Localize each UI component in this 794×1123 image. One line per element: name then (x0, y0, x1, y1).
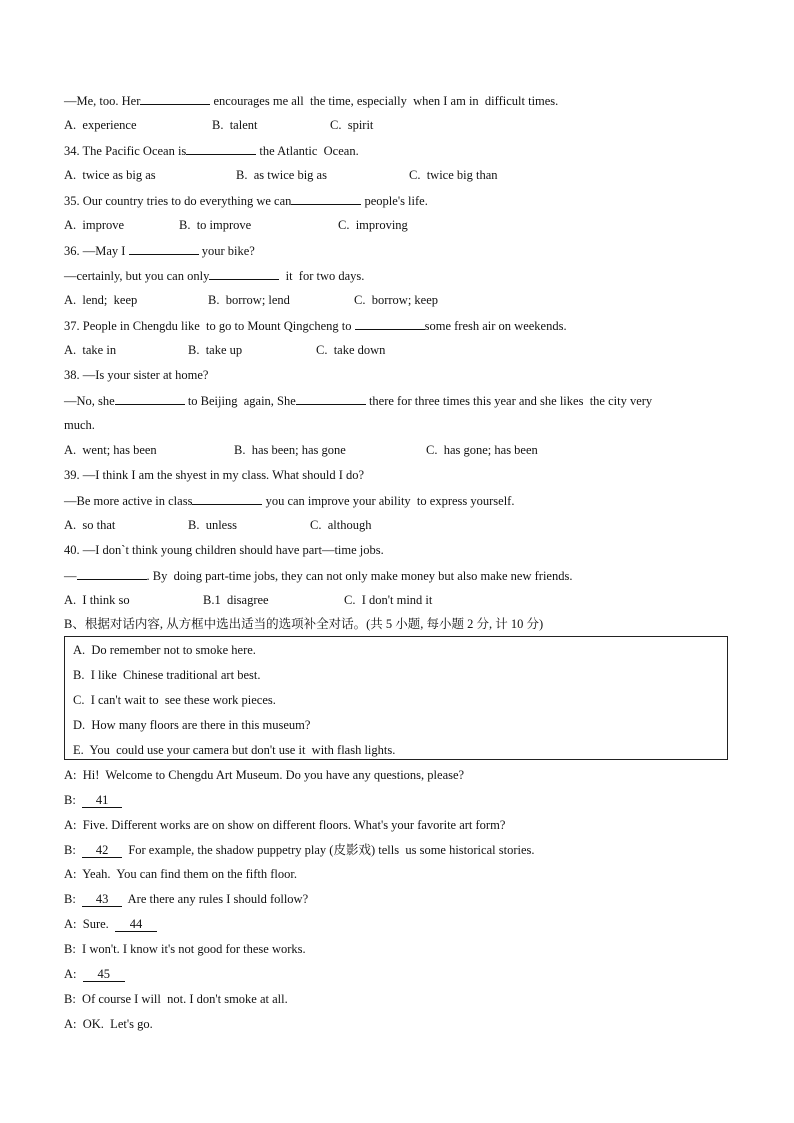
blank (192, 492, 262, 505)
blank-41: 41 (82, 793, 122, 808)
q40-stem: 40. —I don`t think young children should have part—time jobs. (64, 543, 384, 557)
q33-option-a: A. experience (64, 118, 137, 132)
q36-response (64, 267, 364, 284)
q37-option-b: B. take up (188, 343, 243, 357)
dialog-line-2 (64, 792, 122, 808)
text: the Atlantic Ocean. (256, 144, 359, 158)
text: . By doing part-time jobs, they can not only make money but also make new friends. (146, 569, 573, 583)
options-box (64, 636, 728, 760)
box-option-c: C. I can't wait to see these work pieces. (73, 693, 276, 707)
text: — (64, 569, 77, 583)
q34-option-c: C. twice big than (409, 168, 498, 182)
text: your bike? (198, 244, 255, 258)
q40-response (64, 567, 572, 584)
q35-option-a: A. improve (64, 218, 125, 232)
dialog-line-8: B: I won't. I know it's not good for these works. (64, 942, 306, 956)
dialog-line-9 (64, 966, 125, 982)
text: 37. People in Chengdu like to go to Mount Qingcheng to (64, 319, 355, 333)
q38-option-a: A. went; has been (64, 443, 157, 457)
text: encourages me all the time, especially when I am in difficult times. (210, 94, 559, 108)
q39-response (64, 492, 514, 509)
dialog-line-1: A: Hi! Welcome to Chengdu Art Museum. Do you have any questions, please? (64, 768, 465, 782)
q38-response (64, 392, 652, 409)
blank (77, 567, 147, 580)
q40-option-c: C. I don't mind it (344, 593, 433, 607)
speaker: B: (64, 892, 83, 906)
blank (129, 242, 199, 255)
text: you can improve your ability to express yourself. (262, 494, 515, 508)
q35-option-b: B. to improve (179, 218, 252, 232)
q39-option-c: C. although (310, 518, 372, 532)
text: there for three times this year and she likes the city very (365, 394, 653, 408)
q35-stem (64, 192, 428, 209)
text: Are there any rules I should follow? (122, 892, 309, 906)
text: For example, the shadow puppetry play (皮影戏) tells us some historical stories. (122, 843, 535, 857)
q39-option-a: A. so that (64, 518, 116, 532)
blank (355, 317, 425, 330)
blank (115, 392, 185, 405)
blank (209, 267, 279, 280)
text: people's life. (361, 194, 428, 208)
speaker: A: (64, 967, 83, 981)
q38-option-c: C. has gone; has been (426, 443, 538, 457)
q40-option-a: A. I think so (64, 593, 130, 607)
q38-option-b: B. has been; has gone (234, 443, 346, 457)
q36-option-a: A. lend; keep (64, 293, 138, 307)
blank-43: 43 (82, 892, 122, 907)
q39-option-b: B. unless (188, 518, 237, 532)
q38-stem: 38. —Is your sister at home? (64, 368, 209, 382)
box-option-e: E. You could use your camera but don't use it with flash lights. (73, 743, 396, 757)
speaker: B: (64, 793, 83, 807)
dialog-line-4 (64, 842, 535, 858)
text: it for two days. (279, 269, 365, 283)
q36-option-c: C. borrow; keep (354, 293, 439, 307)
text: 35. Our country tries to do everything we can (64, 194, 292, 208)
blank-44: 44 (115, 917, 157, 932)
section-b-heading: B、根据对话内容, 从方框中选出适当的选项补全对话。(共 5 小题, 每小题 2 分, 计 10 分) (64, 617, 544, 631)
text: —No, she (64, 394, 115, 408)
q34-stem (64, 142, 359, 159)
blank-42: 42 (82, 843, 122, 858)
blank (186, 142, 256, 155)
q37-option-c: C. take down (316, 343, 386, 357)
blank (296, 392, 366, 405)
dialog-line-11: A: OK. Let's go. (64, 1017, 153, 1031)
q39-stem: 39. —I think I am the shyest in my class. What should I do? (64, 468, 365, 482)
q35-option-c: C. improving (338, 218, 408, 232)
blank-45: 45 (83, 967, 125, 982)
dialog-line-5: A: Yeah. You can find them on the fifth floor. (64, 867, 297, 881)
text: 36. —May I (64, 244, 129, 258)
q33-option-b: B. talent (212, 118, 258, 132)
dialog-line-10: B: Of course I will not. I don't smoke at all. (64, 992, 288, 1006)
text: —certainly, but you can only (64, 269, 210, 283)
blank (140, 92, 210, 105)
q37-stem (64, 317, 567, 334)
dialog-line-7 (64, 916, 157, 932)
text: to Beijing again, She (184, 394, 296, 408)
dialog-line-3: A: Five. Different works are on show on different floors. What's your favorite art form? (64, 818, 506, 832)
q34-option-a: A. twice as big as (64, 168, 156, 182)
q38-response-cont: much. (64, 418, 95, 432)
box-option-b: B. I like Chinese traditional art best. (73, 668, 261, 682)
q37-option-a: A. take in (64, 343, 117, 357)
q40-option-b: B.1 disagree (203, 593, 269, 607)
q36-option-b: B. borrow; lend (208, 293, 290, 307)
blank (291, 192, 361, 205)
speaker: A: Sure. (64, 917, 116, 931)
box-option-d: D. How many floors are there in this museum? (73, 718, 311, 732)
box-option-a: A. Do remember not to smoke here. (73, 643, 256, 657)
text: —Be more active in class (64, 494, 193, 508)
text: —Me, too. Her (64, 94, 141, 108)
dialog-line-6 (64, 891, 308, 907)
speaker: B: (64, 843, 83, 857)
text: 34. The Pacific Ocean is (64, 144, 187, 158)
q33-dialog-line (64, 92, 558, 109)
q33-option-c: C. spirit (330, 118, 374, 132)
q34-option-b: B. as twice big as (236, 168, 327, 182)
q36-stem (64, 242, 255, 259)
text: some fresh air on weekends. (424, 319, 567, 333)
